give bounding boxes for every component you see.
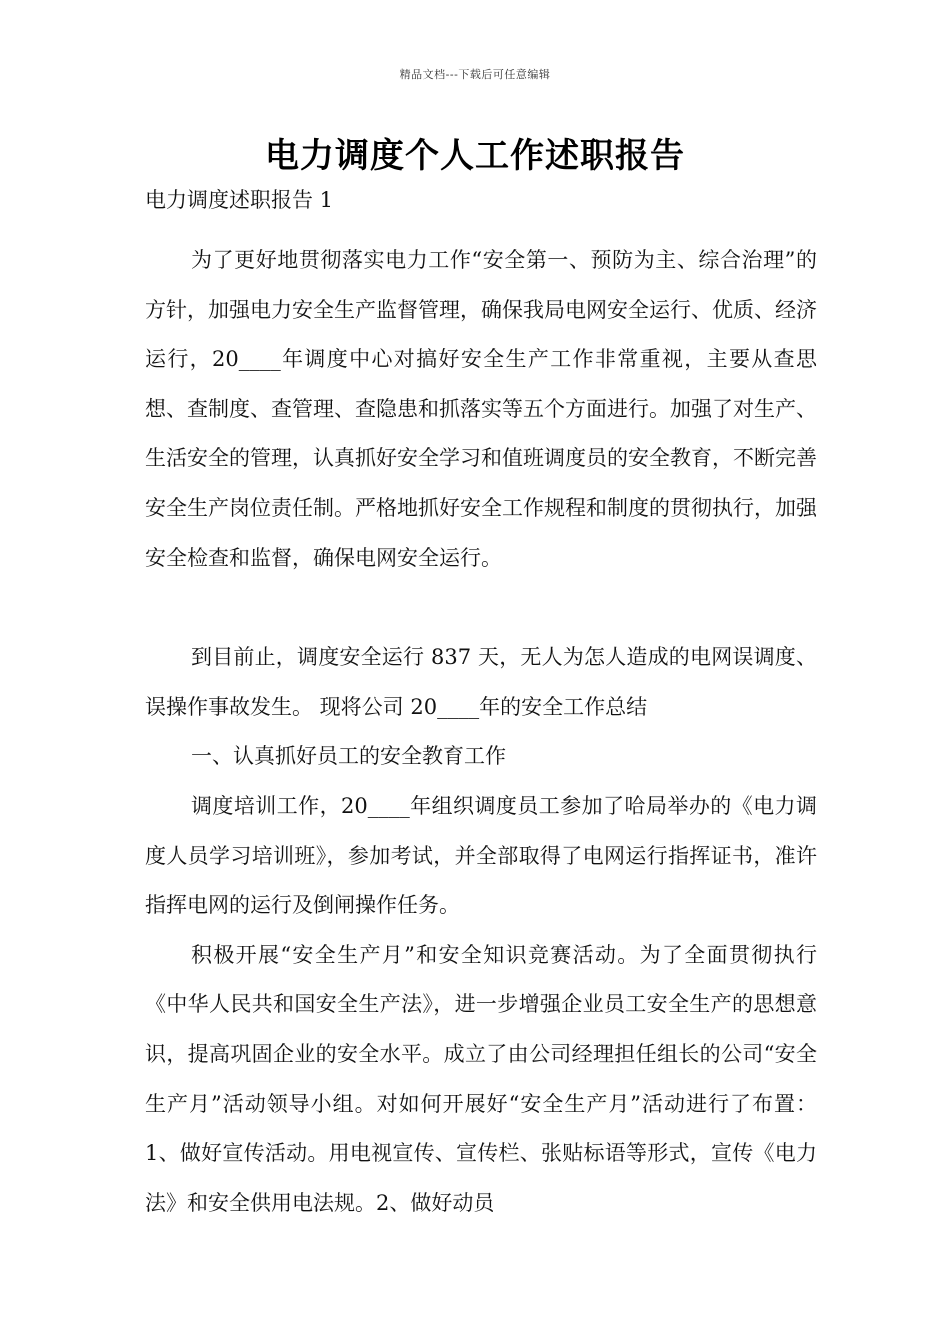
paragraph-gap xyxy=(145,583,817,633)
document-subtitle: 电力调度述职报告 1 xyxy=(145,188,334,212)
document-title: 电力调度个人工作述职报告 xyxy=(265,136,685,176)
paragraph-training: 调度培训工作，20____年组织调度员工参加了哈局举办的《电力调度人员学习培训班》，参加考试，并全部取得了电网运行指挥证书，准许指挥电网的运行及倒闸操作任务。 xyxy=(145,793,817,918)
paragraph-summary: 到目前止，调度安全运行 837 天，无人为怎人造成的电网误调度、误操作事故发生。 现将公司 20____年的安全工作总结 xyxy=(145,645,817,719)
header-note: 精品文档---下载后可任意编辑 xyxy=(399,68,551,81)
paragraph-safety-month: 积极开展“安全生产月”和安全知识竞赛活动。为了全面贯彻执行《中华人民共和国安全生产法》，进一步增强企业员工安全生产的思想意识，提高巩固企业的安全水平。成立了由公司经理担任组长的公司“安全生产月”活动领导小组。对如何开展好“安全生产月”活动进行了布置：1、做好宣传活动。用电视宣传、宣传栏、张贴标语等形式，宣传《电力法》和安全供用电法规。2、做好动员 xyxy=(145,942,817,1215)
paragraph-intro: 为了更好地贯彻落实电力工作“安全第一、预防为主、综合治理”的方针，加强电力安全生产监督管理，确保我局电网安全运行、优质、经济运行，20____年调度中心对搞好安全生产工作非常重视，主要从查思想、查制度、查管理、查隐患和抓落实等五个方面进行。加强了对生产、生活安全的管理，认真抓好安全学习和值班调度员的安全教育，不断完善安全生产岗位责任制。严格地抓好安全工作规程和制度的贯彻执行，加强安全检查和监督，确保电网安全运行。 xyxy=(145,248,817,570)
section-heading: 一、认真抓好员工的安全教育工作 xyxy=(191,744,506,769)
document-body xyxy=(145,182,817,1228)
